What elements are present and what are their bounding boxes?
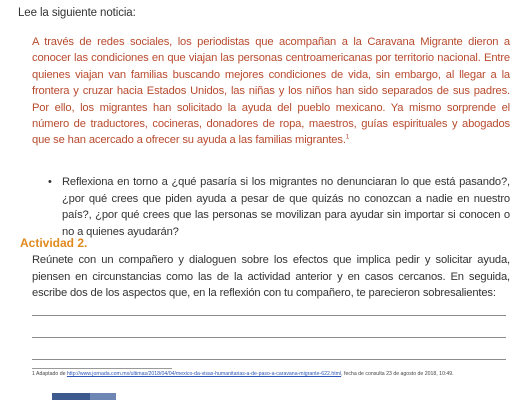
footer-decoration	[52, 393, 90, 400]
footnote-divider	[32, 368, 172, 369]
reflection-questions: Reflexiona en torno a ¿qué pasaría si los migrantes no denunciaran lo que está pasando?, ¿por qué crees que piden ayuda a pesar de que quizás no conozcan a nadie en nuestro país?, ¿por qué crees que las personas se movilizan para ayudar sin importar si conocen o no a quienes ayudarán?	[62, 176, 510, 238]
footnote	[32, 371, 502, 378]
footnote-suffix: , fecha de consulta 23 de agosto de 2018, 10:49.	[341, 371, 454, 377]
footnote-prefix: 1 Adaptado de	[32, 371, 66, 377]
news-excerpt	[32, 34, 510, 149]
reflection-item	[48, 174, 510, 240]
footer-decoration	[90, 393, 116, 400]
answer-line[interactable]	[32, 359, 506, 360]
answer-line[interactable]	[32, 337, 506, 338]
footnote-reference: 1	[345, 133, 350, 141]
intro-instruction: Lee la siguiente noticia:	[18, 7, 136, 19]
answer-line[interactable]	[32, 315, 506, 316]
news-text: A través de redes sociales, los periodistas que acompañan a la Caravana Migrante dieron a conocer las condiciones en que viajan las personas centroamericanas por territorio nacional. Entre quienes viajan van familias buscando mejores condiciones de vida, sin embargo, al llegar a la frontera y cruzar hacia Estados Unidos, las niñas y los niños han sido separados de sus padres. Por ello, los migrantes han solicitado la ayuda del pueblo mexicano. Ya mismo sorprende el número de traductores, cocineras, donadores de ropa, maestros, guías espirituales y abogados que se han acercado a ofrecer su ayuda a las familias migrantes.	[32, 36, 510, 147]
activity-title: Actividad 2.	[20, 236, 88, 250]
bullet-icon: •	[48, 176, 52, 188]
activity-instructions: Reúnete con un compañero y dialoguen sobre los efectos que implica pedir y solicitar ayuda, piensen en circunstancias como las de la actividad anterior y en casos cercanos. En seguida, escribe dos de los aspectos que, en la reflexión con tu compañero, te parecieron sobresalientes:	[32, 254, 510, 300]
footnote-link[interactable]: http://www.jornada.com.mx/ultimas/2018/04/04/mexico-da-visas-humanitarias-a-de-paso-a-caravana-migrante-622.html	[66, 371, 342, 377]
